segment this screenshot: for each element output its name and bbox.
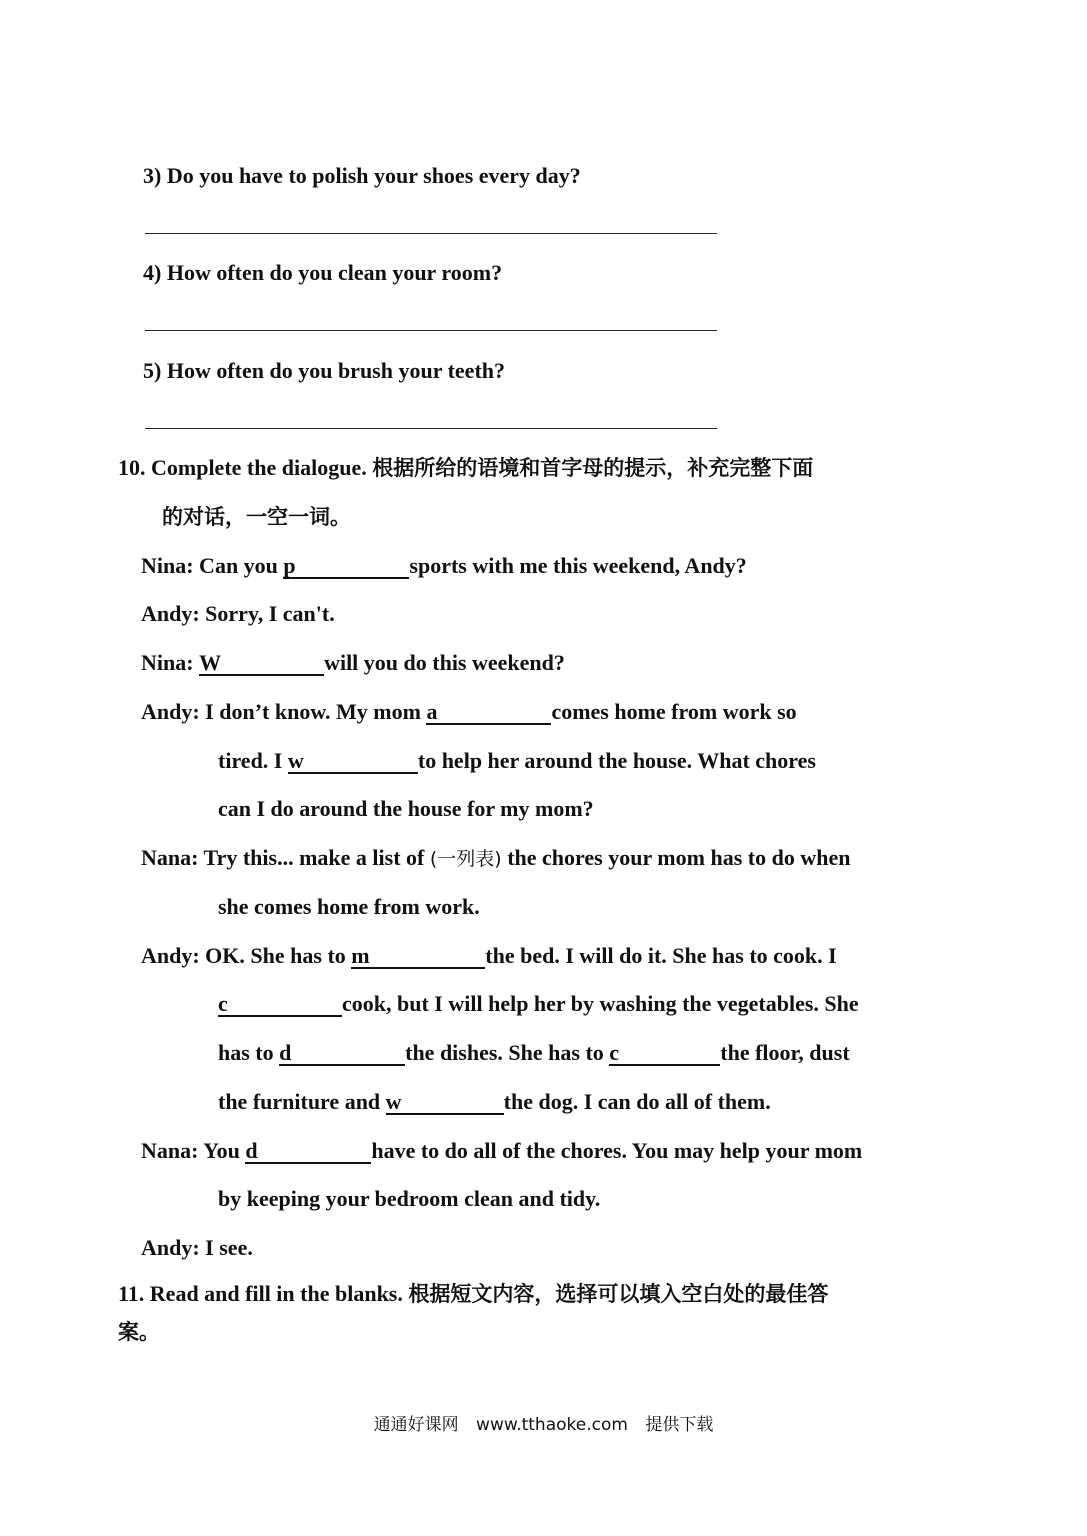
fill-blank[interactable]: w [288, 750, 418, 774]
section-11-heading [118, 1280, 828, 1308]
footer-note: 提供下载 [645, 1415, 714, 1435]
fill-blank[interactable]: c [609, 1042, 720, 1066]
dialogue-text: can I do around the house for my mom? [218, 796, 594, 821]
dialogue-text: Andy: I don’t know. My mom [141, 699, 427, 724]
dialogue-text: Nana: Try this... make a list of [141, 845, 430, 870]
dialogue-text: Nina: Can you [141, 553, 284, 578]
answer-line-4[interactable] [145, 330, 717, 331]
section-10-heading-cn: 根据所给的语境和首字母的提示，补充完整下面 [372, 456, 814, 480]
fill-blank[interactable]: d [279, 1042, 405, 1066]
dialogue-text: will you do this weekend? [324, 650, 565, 675]
section-11-heading-cn: 根据短文内容，选择可以填入空白处的最佳答 [408, 1282, 829, 1306]
dialogue-text: Nina: [141, 650, 200, 675]
dialogue-line [218, 1039, 850, 1067]
answer-line-5[interactable] [145, 428, 717, 429]
dialogue-text: Andy: I see. [141, 1235, 253, 1260]
dialogue-text: sports with me this weekend, Andy? [409, 553, 747, 578]
question-4: 4) How often do you clean your room? [143, 260, 503, 285]
fill-blank[interactable]: w [386, 1091, 504, 1115]
section-11-heading-en: 11. Read and fill in the blanks. [118, 1281, 403, 1306]
dialogue-text: have to do all of the chores. You may help your mom [371, 1138, 863, 1163]
fill-blank[interactable]: d [245, 1140, 371, 1164]
dialogue-line [141, 942, 837, 970]
dialogue-line [141, 698, 797, 726]
fill-blank[interactable]: W [199, 652, 324, 676]
section-11-heading-cn-cont: 案。 [118, 1320, 160, 1344]
dialogue-line [141, 649, 565, 677]
dialogue-line [218, 1088, 771, 1116]
footer-url[interactable]: www.tthaoke.com [476, 1415, 628, 1435]
dialogue-line [141, 844, 850, 873]
dialogue-text: to help her around the house. What chores [417, 748, 816, 773]
dialogue-text: the chores your mom has to do when [501, 845, 851, 870]
dialogue-line [218, 747, 816, 775]
dialogue-text: Andy: OK. She has to [141, 943, 352, 968]
dialogue-line [141, 1137, 862, 1165]
dialogue-text: Nana: You [141, 1138, 246, 1163]
dialogue-text: she comes home from work. [218, 894, 480, 919]
question-3: 3) Do you have to polish your shoes every day? [143, 163, 581, 188]
dialogue-gloss: (一列表) [429, 848, 502, 870]
dialogue-text: has to [218, 1040, 280, 1065]
dialogue-text: by keeping your bedroom clean and tidy. [218, 1186, 601, 1211]
section-10-heading [118, 454, 813, 482]
dialogue-text: the floor, dust [720, 1040, 850, 1065]
section-10-heading-cn-cont: 的对话，一空一词。 [162, 505, 351, 529]
dialogue-text: the dishes. She has to [405, 1040, 610, 1065]
dialogue-text: cook, but I will help her by washing the vegetables. She [342, 991, 859, 1016]
fill-blank[interactable]: c [218, 993, 342, 1017]
footer-site-name: 通通好课网 [373, 1415, 459, 1435]
section-10-heading-en: 10. Complete the dialogue. [118, 455, 367, 480]
dialogue-line [218, 1185, 600, 1213]
dialogue-line [141, 1234, 253, 1262]
dialogue-text: the dog. I can do all of them. [503, 1089, 771, 1114]
dialogue-text: comes home from work so [551, 699, 797, 724]
question-5: 5) How often do you brush your teeth? [143, 358, 506, 383]
fill-blank[interactable]: p [283, 555, 409, 579]
dialogue-text: the bed. I will do it. She has to cook. I [485, 943, 837, 968]
dialogue-line [141, 552, 747, 580]
dialogue-line [141, 600, 335, 628]
page-footer [0, 1410, 1087, 1435]
dialogue-text: tired. I [218, 748, 288, 773]
dialogue-line [218, 795, 594, 823]
fill-blank[interactable]: a [426, 701, 551, 725]
fill-blank[interactable]: m [351, 945, 485, 969]
dialogue-line [218, 893, 480, 921]
dialogue-text: the furniture and [218, 1089, 386, 1114]
answer-line-3[interactable] [145, 233, 717, 234]
dialogue-text: Andy: Sorry, I can't. [141, 601, 335, 626]
dialogue-line [218, 990, 859, 1018]
